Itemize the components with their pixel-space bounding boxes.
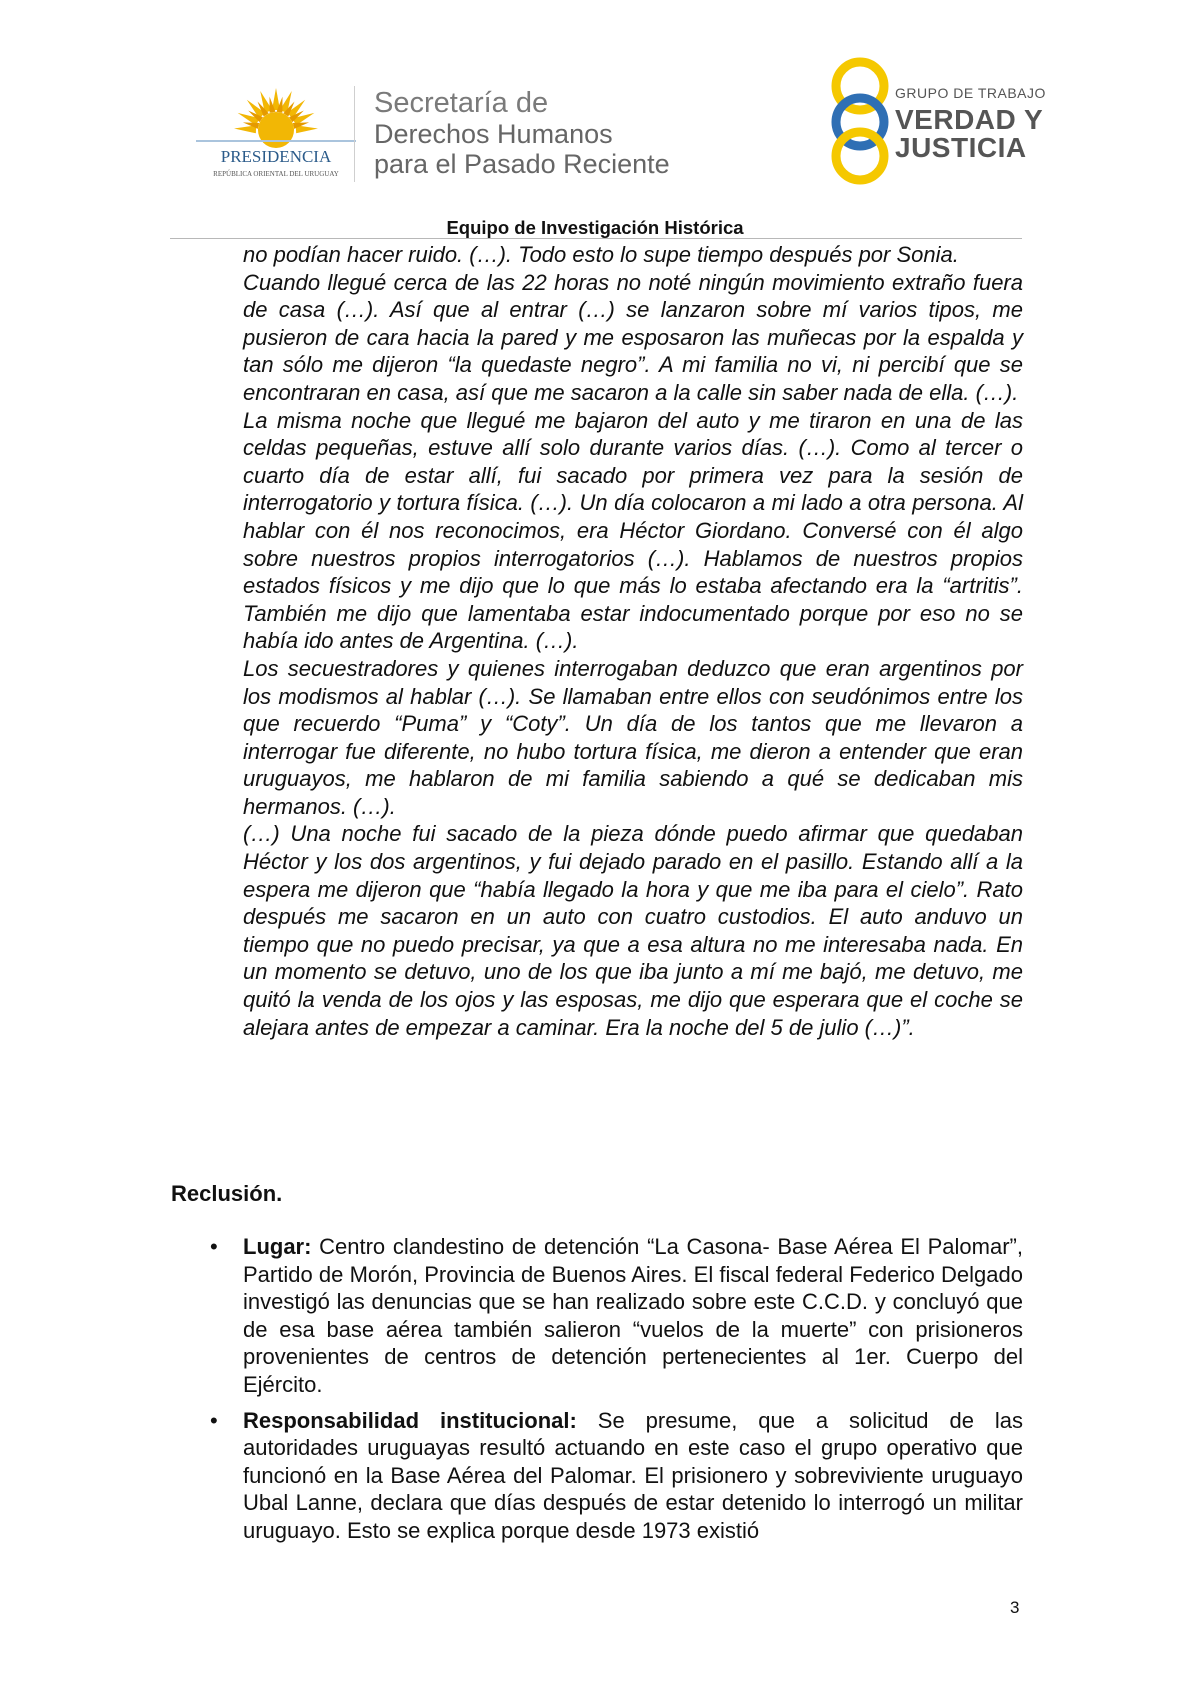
verdad-justicia-rings-logo xyxy=(820,56,900,186)
quote-paragraph: no podían hacer ruido. (…). Todo esto lo supe tiempo después por Sonia. xyxy=(243,242,959,267)
vyj-line2: JUSTICIA xyxy=(895,132,1027,163)
quote-paragraph: La misma noche que llegué me bajaron del auto y me tiraron en una de las celdas pequeñas, estuve allí solo durante varios días. (…). Como al tercer o cuarto día de estar allí, fui sacado por primera vez para la sesión de interrogatorio y tortura física. (…). Un día colocaron a mi lado a otra persona. Al hablar con él nos reconocimos, era Héctor Giordano. Conversé con él algo sobre nuestros propios interrogatorios (…). Hablamos de nuestros propios estados físicos y me dijo que lo que más lo estaba afectando era la “artritis”. También me dijo que lamentaba estar indocumentado porque por eso no se había ido antes de Argentina. (…). xyxy=(243,407,1023,654)
page-number: 3 xyxy=(1010,1598,1020,1617)
quote-paragraph: Cuando llegué cerca de las 22 horas no noté ningún movimiento extraño fuera de casa (…). Así que al entrar (…) se lanzaron sobre mí varios tipos, me pusieron de cara hacia la pared y me esposaron las muñecas por la espalda y tan sólo me dijeron “la quedaste negro”. A mi familia no vi, ni percibí que se encontraran en casa, así que me sacaron a la calle sin saber nada de ella. (…). xyxy=(243,269,1023,405)
vyj-small-label: GRUPO DE TRABAJO xyxy=(895,85,1046,101)
team-title: Equipo de Investigación Histórica xyxy=(446,217,744,238)
bullet-text: Se presume, que a solicitud de las autoridades uruguayas resultó actuando en este caso el grupo operativo que funcionó en la Base Aérea del Palomar. El prisionero y sobreviviente uruguayo Ubal Lanne, declara que días después de estar detenido lo interrogó un militar uruguayo. Esto se explica porque desde 1973 existió xyxy=(243,1407,1023,1543)
bullet-label: Lugar: xyxy=(243,1234,312,1259)
secretaria-line3: para el Pasado Reciente xyxy=(374,148,670,179)
bullet-list xyxy=(210,1233,1023,1553)
svg-text:REPÚBLICA ORIENTAL DEL URUGUAY: REPÚBLICA ORIENTAL DEL URUGUAY xyxy=(213,170,339,178)
presidencia-sun-logo xyxy=(196,78,356,186)
quote-paragraph: (…) Una noche fui sacado de la pieza dónde puedo afirmar que quedaban Héctor y los dos argentinos, y fui dejado parado en el pasillo. Estando allí a la espera me dijeron que “había llegado la hora y que me iba para el cielo”. Rato después me sacaron en un auto con cuatro custodios. El auto anduvo un tiempo que no puedo precisar, ya que a esa altura no me interesaba nada. En un momento se detuvo, uno de los que iba junto a mí me bajó, me detuvo, me quitó la venda de los ojos y las esposas, me dijo que esperara que el coche se alejara antes de empezar a caminar. Era la noche del 5 de julio (…)”. xyxy=(243,821,1023,1040)
secretaria-title xyxy=(374,88,670,179)
svg-text:PRESIDENCIA: PRESIDENCIA xyxy=(220,147,332,166)
secretaria-line2: Derechos Humanos xyxy=(374,118,613,149)
testimony-quote xyxy=(243,241,1023,1041)
page-header xyxy=(0,0,1190,238)
bullet-text: Centro clandestino de detención “La Casona- Base Aérea El Palomar”, Partido de Morón, Provincia de Buenos Aires. El fiscal federal Federico Delgado investigó las denuncias que se han realizado sobre este C.C.D. y concluyó que de esa base aérea también salieron “vuelos de la muerte” con prisioneros provenientes de centros de detención pertenecientes al 1er. Cuerpo del Ejército. xyxy=(243,1234,1023,1397)
bullet-icon: • xyxy=(210,1407,218,1433)
verdad-justicia-title xyxy=(895,86,1046,162)
header-divider xyxy=(354,86,355,182)
header-rule xyxy=(170,238,1022,239)
list-item xyxy=(210,1407,1023,1545)
section-heading: Reclusión. xyxy=(171,1181,283,1206)
vyj-line1: VERDAD Y xyxy=(895,104,1044,135)
bullet-icon: • xyxy=(210,1234,218,1259)
secretaria-line1: Secretaría de xyxy=(374,87,549,119)
list-item xyxy=(210,1233,1023,1399)
quote-paragraph: Los secuestradores y quienes interrogaban deduzco que eran argentinos por los modismos al hablar (…). Se llamaban entre ellos con seudónimos entre los que recuerdo “Puma” y “Coty”. Un día de los tantos que me llevaron a interrogar fue diferente, no hubo tortura física, me dieron a entender que eran uruguayos, me hablaron de mi familia sabiendo a qué se dedicaban mis hermanos. (…). xyxy=(243,655,1023,819)
bullet-label: Responsabilidad institucional: xyxy=(243,1407,577,1433)
